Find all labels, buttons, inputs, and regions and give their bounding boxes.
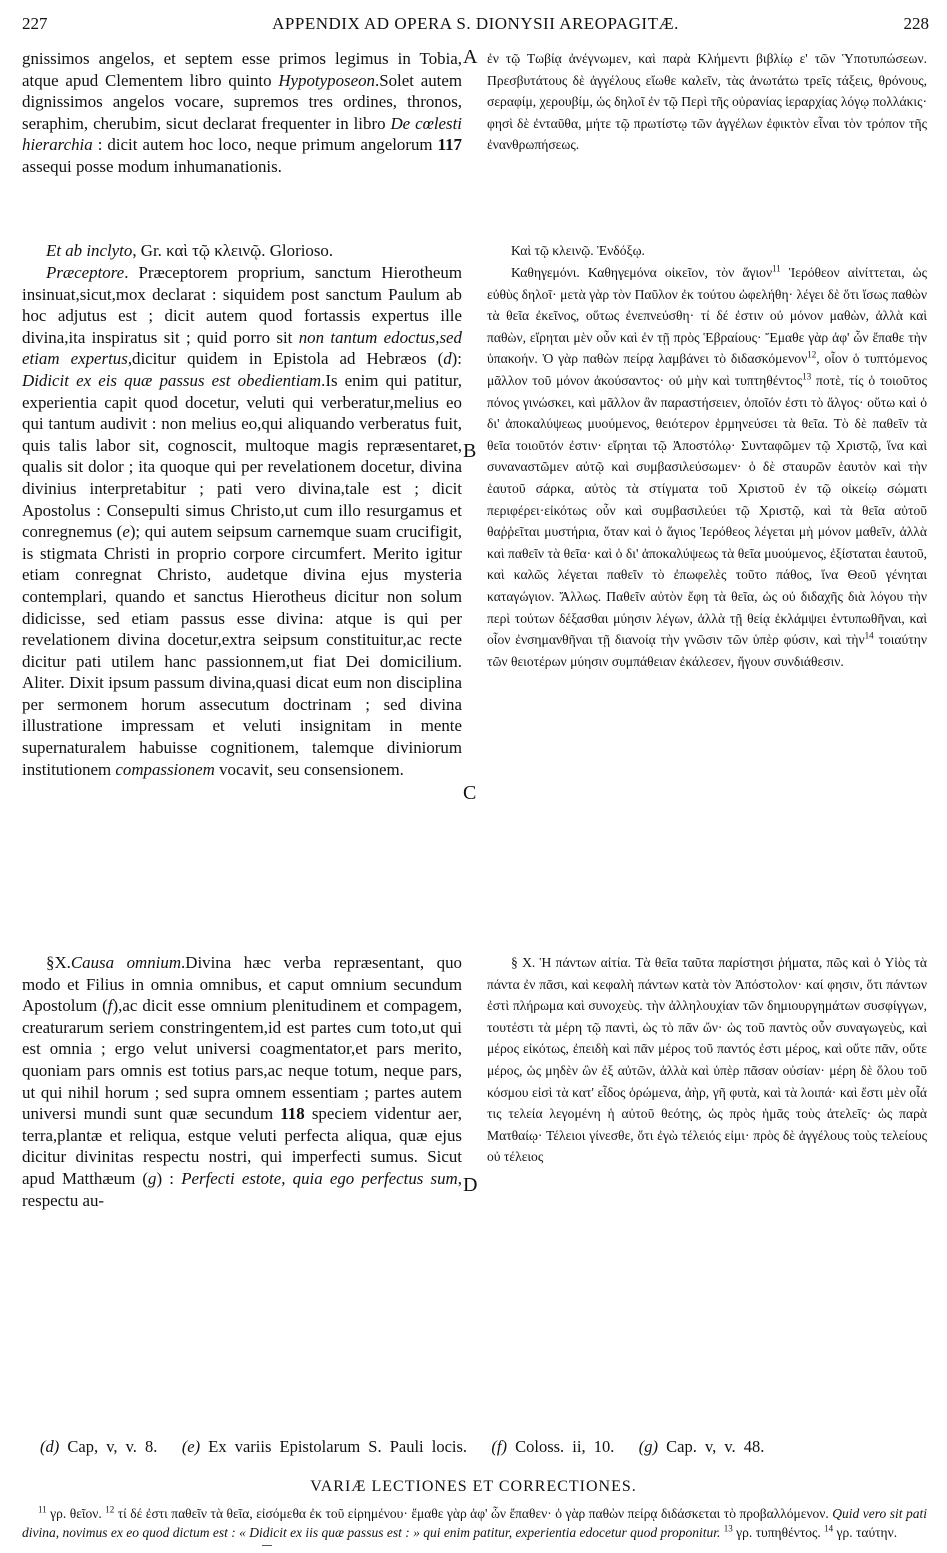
- footnote-ref: g: [148, 1168, 157, 1188]
- running-title: APPENDIX AD OPERA S. DIONYSII AREOPAGITÆ.: [272, 14, 679, 33]
- footnote-text: Cap, v, v. 8.: [67, 1437, 158, 1456]
- latin-text: .Is enim qui patitur, experientia capit quod docetur, veluti qui verberatur,melius eo qui tantum audivit : non melius eo,qui aliquando verberatus fuit, quis talis labor sit, cognoscit, multoque magis repræsentaret, qualis sit dolor ; ita quoque qui per revelationem docetur, divina divinius interpretabitur ; pati vero divina,tale est ; dicit Apostolus : Consepulti simus Christo,ut cum illo resurgamus et conregnemus (: [22, 370, 462, 542]
- greek-text: τοιαύτην τῶν θειοτέρων μύησιν συμπάθειαν ἐκάλεσεν, ἤγουν συνδιάθεσιν.: [487, 632, 927, 669]
- latin-text: speciem videntur aer, terra,plantæ et reliqua, estque veluti perfecta aliqua, quæ ejus dicitur divinitas respectu nostri, qui imperfecti sumus. Sicut apud Matthæum (: [22, 1104, 462, 1188]
- latin-italic: non tantum edoctus,sed etiam expertus: [22, 327, 462, 369]
- column-number: 117: [437, 135, 462, 155]
- variant-text: γρ. θεῖον.: [46, 1506, 106, 1521]
- latin-text: , Gr. καὶ τῷ κλεινῷ. Glorioso.: [132, 241, 334, 260]
- latin-text: , respectu au-: [22, 1168, 462, 1210]
- latin-block-4: [22, 952, 462, 1211]
- page-number-right: 228: [903, 14, 929, 33]
- latin-italic: Hypotyposeon: [278, 70, 375, 90]
- latin-text: .Solet autem dignissimos angelos vocare, supremos tres ordines, thronos, seraphim, cherubim, sicut declarat frequenter in libro: [22, 70, 462, 133]
- variant-number: 11: [38, 1504, 47, 1515]
- footnote-ref: e: [122, 522, 130, 542]
- footnote-ref: f: [107, 996, 113, 1016]
- stray-mark: [262, 1545, 272, 1546]
- footnote-text: Cap. v, v. 48.: [666, 1437, 765, 1456]
- running-header: [22, 14, 929, 38]
- latin-block-1: [22, 48, 462, 178]
- variant-ref: 14: [864, 630, 874, 641]
- latin-text: .Divina hæc verba repræsentant, quo modo et Filius in omnia omnibus, et caput omnium secundum Apostolum (: [22, 953, 462, 1016]
- footnote-text: Coloss. ii, 10.: [515, 1437, 615, 1456]
- greek-text: ποτὲ, τίς ὁ τοιοῦτος πόνος γινώσκει, καὶ μᾶλλον ἂν παραστήσειεν, ὁποῖόν ἐστι τὸ ἄλγος· οὕτω καὶ ὁ δι' ἀποκαλύψεως μυούμενος, θειότερον ἑρμηνεύσει τὰ θεῖα. Τὸ δὲ παθεῖν τὰ θεῖα τοιοῦτόν ἐστιν· εἴρηται τῷ Ἀποστόλῳ· Συνταφῶμεν τῷ Χριστῷ, ἵνα καὶ συναναστῶμεν αὐτῷ καὶ συμβασιλεύσωμεν· ὁ δὲ σταυρῶν ἑαυτὸν καὶ τὴν ἑαυτοῦ σάρκα, αὐτὸς τὰ στίγματα τοῦ Χριστοῦ ἐν τῷ οἰκείῳ σώματι περιφέρει·εἰκότως οὖν καὶ συμβασιλεύει τῷ Χριστῷ, καὶ τὰ θεῖα αὐτοῦ θαῤῥεῖται μυστήρια, ὅταν καὶ ὁ ἅγιος Ἱερόθεος λέγεται μὴ μόνον μαθεῖν, ἀλλὰ καὶ παθεῖν τὰ θεῖα· καὶ ὁ δι' ἀποκαλύψεως τὰ θεῖα μυούμενος, ἐξίσταται ἑαυτοῦ, καὶ καλῶς λέγεται παθεῖν τὸ ἐπωφελὲς τοῦτο πάθος, ἵνα Θεοῦ γένηται καταγώγιον. Ἄλλως. Παθεῖν αὐτὸν ἔφη τὰ θεῖα, ὡς οὐ διδαχῆς διὰ λόγου τὴν περὶ τούτων δέξασθαι μύησιν λέγων, ἀλλὰ τῇ θείᾳ ἐκλάμψει ἐντυπωθῆναι, καὶ οἷον ἐνσημανθῆναι τῇ διανοίᾳ τὴν γνῶσιν τῶν ὑπὲρ φύσιν, καὶ τὴν: [487, 372, 927, 648]
- greek-text: Καὶ τῷ κλεινῷ. Ἐνδόξῳ.: [511, 243, 645, 258]
- footnote: [491, 1437, 614, 1456]
- variant-number: 14: [824, 1523, 834, 1534]
- greek-text: ἐν τῷ Τωβίᾳ ἀνέγνωμεν, καὶ παρὰ Κλήμεντι βιβλίῳ ε' τῶν Ὑποτυπώσεων. Πρεσβυτάτους δὲ ἀγγέλους εἴωθε καλεῖν, τὰς ἀνωτάτω τρεῖς τάξεις, θρόνους, σεραφίμ, χερουβίμ, ὡς δηλοῖ ἐν τῷ Περὶ τῆς οὐρανίας ἱεραρχίας λόγῳ πολλάκις· φησὶ δὲ ἐνταῦθα, μήτε τῷ πρωτίστῳ τῶν ἀγγέλων ἐφικτὸν εἶναι τὸν τρόπον τῆς ἐνανθρωπήσεως.: [487, 51, 927, 153]
- latin-text: : dicit autem hoc loco, neque primum angelorum: [92, 135, 438, 155]
- footnote-mark: (g): [638, 1437, 658, 1456]
- greek-text: Ἱερόθεον αἰνίττεται, ὡς εὐθὺς δηλοῖ· μετὰ γὰρ τὸν Παῦλον ἐκ τούτου ὠφελήθη· λέγει δὲ ὅτι ἴσως παθὼν τὰ θεῖα ἐκεῖνος, οὕτως ἐνεπνεύσθη· τί δέ ἐστιν οὐ μόνον μαθὼν, ἀλλὰ καὶ παθὼν, εἴρηται μὲν οὖν καὶ ἐν τῇ πρὸς Ἑβραίους· Ἔμαθε γὰρ ἀφ' ὧν ἔπαθε τὴν ὑπακοήν. Ὁ γὰρ παθὼν πείρᾳ λαμβάνει τὸ διδασκόμενον: [487, 265, 927, 367]
- footnote-mark: (f): [491, 1437, 507, 1456]
- margin-letter-c: C: [463, 782, 477, 804]
- variant-number: 12: [105, 1504, 115, 1515]
- footnote: [182, 1437, 467, 1456]
- greek-text: § X. Ἡ πάντων αἰτία. Τὰ θεῖα ταῦτα παρίστησι ῥήματα, πῶς καὶ ὁ Υἱὸς τὰ πάντα ἐν πᾶσι, καὶ κεφαλὴ πάντων κατὰ τὸν Ἀπόστολον· καί φησιν, ὅτι πάντων ἐστὶ πλήρωμα καὶ συνοχεὺς. τὴν ἀλληλουχίαν τῶν δημιουργημάτων συσφίγγων, τουτέστι τὰ μέρη τῷ παντὶ, ὡς τὸ πᾶν ὤν· ὡς τοῦ παντὸς οὖν συναγωγεὺς, καὶ μέρος εἰκότως, ἐπειδὴ καὶ πᾶν μέρος τοῦ παντός ἐστι μέρος, καὶ οὔτε πᾶν, οὔτε μέρος, ὡς μηδὲν ὢν ἐξ αὐτῶν, ἀλλὰ καὶ ὑπὲρ πᾶσαν οὐσίαν· μέρη δὲ ὅλου τοῦ κόσμου εἰσὶ τὰ κατ' εἶδος ὁρώμενα, ἀὴρ, γῆ φυτὰ, καὶ τὰ λοιπά· καὶ ἔστι μὲν οἷά τις τελεία λεγομένη ἡ αὐτοῦ θεότης, ὡς πρὸς ἡμᾶς τοὺς ἀτελεῖς· ὡς παρὰ Ματθαίῳ· Τέλειοι γίνεσθε, ὅτι ἐγὼ τέλειός εἰμι· πρὸς δὲ ἀγγέλους τοὺς τελείους οὐ τέλειος: [487, 955, 927, 1165]
- latin-italic: Perfecti estote, quia ego perfectus sum: [181, 1168, 458, 1188]
- latin-block-2: [22, 240, 462, 262]
- margin-letter-d: D: [463, 1174, 478, 1196]
- greek-block-4: [487, 952, 927, 1168]
- latin-italic: compassionem: [115, 759, 215, 779]
- variant-ref: 13: [802, 371, 812, 382]
- column-number: 118: [280, 1104, 305, 1124]
- variant-text: γρ. ταύτην.: [833, 1525, 898, 1540]
- variant-italic: Quid vero sit pati divina, novimus ex eo quod dictum est : « Didicit ex iis quæ passus est : » qui enim patitur, experientia edocetur quod proponitur.: [22, 1506, 927, 1540]
- section-mark: §X.: [46, 953, 71, 972]
- latin-text: ) :: [156, 1168, 182, 1188]
- latin-text: . Præceptorem proprium, sanctum Hierotheum insinuat,sicut,mox declarat : siquidem post sanctum Paulum ab hoc adjutus est ; dicit autem quod fortassis expertus ille divina,ita inspiratus sit ; quid porro sit: [22, 263, 462, 347]
- footnote-ref: d: [443, 349, 452, 369]
- footnote: [40, 1437, 157, 1456]
- variant-number: 13: [723, 1523, 733, 1534]
- lemma: Causa omnium: [70, 953, 182, 972]
- greek-text: Καθηγεμόνι. Καθηγεμόνα οἰκεῖον, τὸν ἅγιον: [511, 265, 773, 280]
- latin-text: ),ac dicit esse omnium plenitudinem et compagem, creaturarum seriem constringentem,id est partes cum toto,ut qui est omnia ; ergo velut universi coagmentator,et pars merito, quoniam pars omnis est totius pars,ac neque totum, neque pars, ut qui nihil horum ; sed supra omnem essentiam ; partes autem universi mundi sunt quæ secundum: [22, 996, 462, 1124]
- lemma: Et ab inclyto: [46, 241, 133, 260]
- latin-block-3: [22, 262, 462, 780]
- greek-text: , οἷον ὁ τυπτόμενος μᾶλλον τοῦ μόνον ἀκούσαντος· οὐ μὴν καὶ τυπτηθέντος: [487, 351, 927, 388]
- page-number-left: 227: [22, 14, 48, 33]
- latin-text: ,dicitur quidem in Epistola ad Hebræos (: [127, 349, 444, 369]
- variant-text: τί δέ ἐστι παθεῖν τὰ θεῖα, εἰσόμεθα ἐκ τοῦ εἰρημένου· ἔμαθε γὰρ ἀφ' ὧν ἔπαθεν· ὁ γὰρ παθὼν πείρᾳ διδάσκεται τὸ προβαλλόμενον.: [114, 1506, 833, 1521]
- variant-ref: 11: [772, 263, 781, 274]
- latin-italic: Didicit ex eis quæ passus est obedientiam: [22, 370, 322, 390]
- greek-block-3: [487, 262, 927, 672]
- latin-text: assequi posse modum inhumanationis.: [22, 156, 282, 176]
- footnote-mark: (d): [40, 1437, 60, 1456]
- margin-letter-a: A: [463, 46, 478, 68]
- latin-text: ):: [451, 349, 462, 369]
- footnote-mark: (e): [181, 1437, 201, 1456]
- margin-letter-b: B: [463, 440, 477, 462]
- variae-title: VARIÆ LECTIONES ET CORRECTIONES.: [310, 1478, 637, 1495]
- latin-text: vocavit, seu consensionem.: [214, 759, 404, 779]
- footnote: [639, 1437, 765, 1456]
- lemma: Præceptore: [46, 263, 125, 282]
- latin-text: gnissimos angelos, et septem esse primos legimus in Tobia, atque apud Clementem libro quinto: [22, 49, 462, 90]
- footnotes: [40, 1437, 764, 1457]
- greek-block-2: [487, 240, 927, 262]
- variant-ref: 12: [807, 349, 817, 360]
- latin-italic: De cœlesti hierarchia: [22, 113, 462, 155]
- footnote-text: Ex variis Epistolarum S. Pauli locis.: [208, 1437, 468, 1456]
- variae-lectiones: [22, 1504, 927, 1542]
- greek-block-1: [487, 48, 927, 156]
- variant-text: γρ. τυπηθέντος.: [732, 1525, 825, 1540]
- latin-text: ); qui autem seipsum carnemque suam crucifigit, is stigmata Christi in proprio corpore circumfert. Merito igitur etiam conregnat Christo, audetque divina ejus mysteria contemplari, quando et sanctus Hierotheus dicitur non solum didicisse, sed etiam passus esse divina: atque is qui per revelationem divina docetur,extra seipsum constituitur,ac recte dicitur pati utilem hanc passionnem,ut fiat Dei domicilium. Aliter. Dixit ipsum passum divina,quasi dicat eum non disciplina per sermonem horum assecutum doctrinam ; sed divina illustratione impressam et veluti insignitam in mente supernaturalem habuisse cognitionem, talemque diviniorum institutionem: [22, 522, 462, 779]
